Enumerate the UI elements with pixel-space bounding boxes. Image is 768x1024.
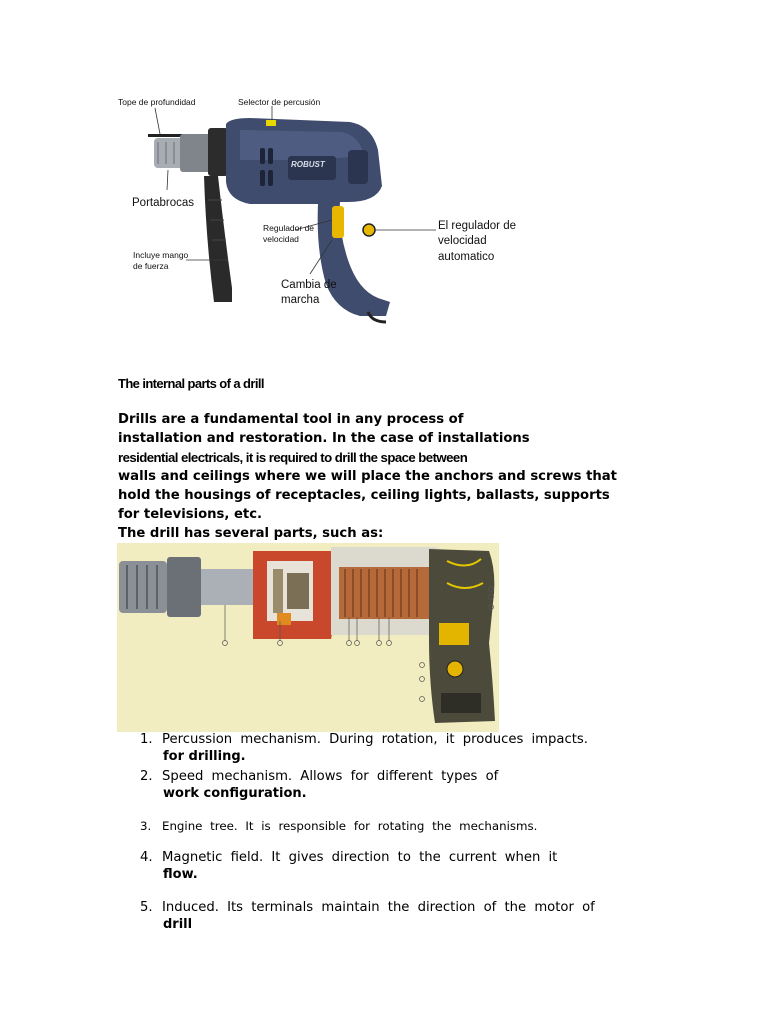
list-text: Speed mechanism. Allows for different types of	[162, 769, 499, 784]
label-auto-regulator-3: automatico	[438, 251, 495, 263]
label-depth-stop: Tope de profundidad	[118, 97, 196, 107]
list-continuation: for drilling.	[163, 749, 246, 764]
paragraph-line-4: walls and ceilings where we will place the anchors and screws that	[118, 469, 617, 484]
list-text: Magnetic field. It gives direction to the current when it	[162, 850, 558, 865]
list-number: 5.	[140, 900, 153, 915]
label-reverse-2: marcha	[281, 294, 320, 306]
label-chuck: Portabrocas	[132, 197, 195, 209]
label-handle-2: de fuerza	[133, 261, 169, 271]
paragraph-line-6: for televisions, etc.	[118, 507, 263, 522]
section-heading: The internal parts of a drill	[118, 376, 264, 391]
list-item	[140, 900, 635, 932]
paragraph-line-3: residential electricals, it is required to drill the space between	[118, 450, 468, 465]
drill-cutaway-figure	[117, 543, 499, 732]
paragraph-line-7: The drill has several parts, such as:	[118, 526, 384, 541]
list-number: 2.	[140, 769, 153, 784]
drill-exterior-figure	[110, 90, 530, 325]
label-speed-regulator-1: Regulador de	[263, 223, 315, 233]
label-handle-1: Incluye mango	[133, 250, 189, 260]
paragraph-line-5: hold the housings of receptacles, ceiling lights, ballasts, supports	[118, 488, 610, 503]
list-item	[140, 850, 635, 882]
list-continuation: drill	[163, 917, 193, 932]
list-text: Induced. Its terminals maintain the direction of the motor of	[162, 900, 595, 915]
paragraph-line-1: Drills are a fundamental tool in any process of	[118, 412, 464, 427]
list-text: Percussion mechanism. During rotation, it produces impacts.	[162, 732, 588, 747]
list-number: 4.	[140, 850, 153, 865]
list-continuation: work configuration.	[163, 786, 307, 801]
list-text: Engine tree. It is responsible for rotating the mechanisms.	[162, 819, 538, 833]
list-continuation: flow.	[163, 867, 198, 882]
list-item	[140, 819, 635, 833]
brand-logo: ROBUST	[291, 160, 325, 169]
paragraph-line-2: installation and restoration. In the case of installations	[118, 431, 530, 446]
label-speed-regulator-2: velocidad	[263, 234, 299, 244]
label-auto-regulator-2: velocidad	[438, 235, 487, 247]
label-auto-regulator-1: El regulador de	[438, 220, 516, 232]
list-number: 1.	[140, 732, 153, 747]
label-percussion-selector: Selector de percusión	[238, 97, 321, 107]
label-reverse-1: Cambia de	[281, 279, 337, 291]
list-item	[140, 732, 635, 764]
list-item	[140, 769, 635, 801]
list-number: 3.	[140, 819, 152, 833]
